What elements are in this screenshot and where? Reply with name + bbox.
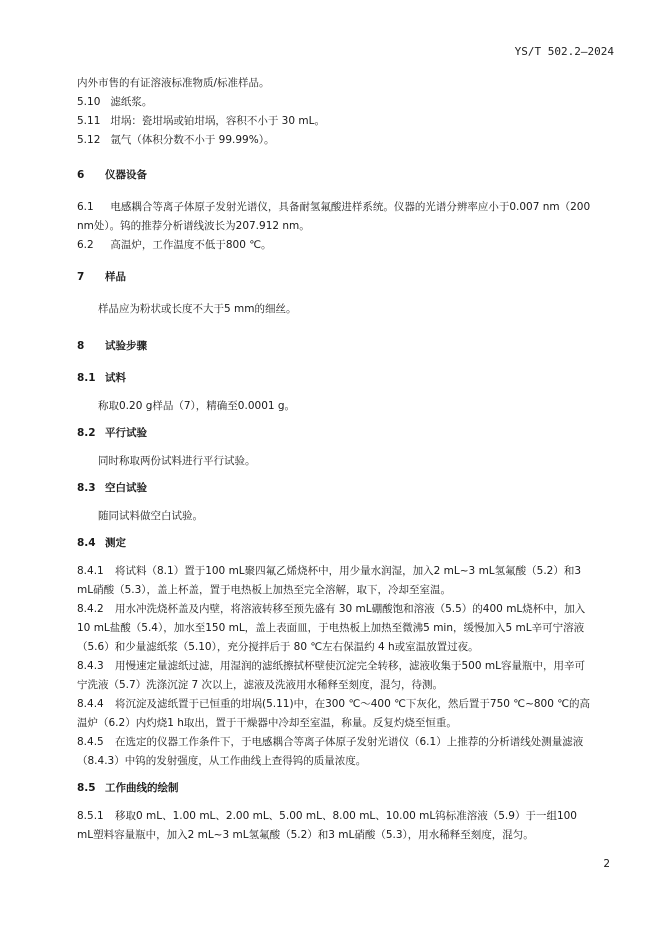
continued-text-line: 内外市售的有证溶液标准物质/标准样品。 (77, 77, 270, 89)
section-title: 样品 (105, 271, 126, 283)
clause-text: 氩气（体积分数不小于 99.99%）。 (110, 134, 275, 146)
clause-number: 8.5.1 (77, 810, 104, 822)
page-body (77, 74, 595, 845)
section-number: 6 (77, 169, 85, 181)
subsection-number: 8.2 (77, 427, 96, 439)
section-7-heading (77, 268, 595, 287)
subsection-title: 试料 (105, 372, 126, 384)
clause-8-4-2 (77, 600, 595, 657)
subsection-title: 平行试验 (105, 427, 147, 439)
subsection-8-3-heading (77, 479, 595, 498)
subsection-number: 8.4 (77, 537, 96, 549)
clause-text: 在选定的仪器工作条件下，于电感耦合等离子体原子发射光谱仪（6.1）上推荐的分析谱线处测量滤液（8.4.3）中钨的发射强度，从工作曲线上查得钨的质量浓度。 (77, 736, 584, 767)
clause-text: 电感耦合等离子体原子发射光谱仪，具备耐氢氟酸进样系统。仪器的光谱分辨率应小于0.007 nm（200 nm处）。钨的推荐分析谱线波长为207.912 nm。 (77, 201, 591, 232)
section-number: 7 (77, 271, 85, 283)
clause-8-4-3 (77, 657, 595, 695)
subsection-8-2-heading (77, 424, 595, 443)
reagent-5-11 (77, 112, 595, 131)
section-number: 8 (77, 340, 85, 352)
subsection-number: 8.1 (77, 372, 96, 384)
section-title: 试验步骤 (105, 340, 147, 352)
clause-text: 滤纸浆。 (110, 96, 153, 108)
clause-number: 8.4.1 (77, 565, 104, 577)
clause-number: 6.1 (77, 201, 94, 213)
clause-6-2 (77, 236, 595, 255)
clause-8-4-1 (77, 562, 595, 600)
clause-text: 移取0 mL、1.00 mL、2.00 mL、5.00 mL、8.00 mL、10.00 mL钨标准溶液（5.9）于一组100 mL塑料容量瓶中，加入2 mL~3 mL氢氟酸（5.2）和3 mL硝酸（5.3），用水稀释至刻度，混匀。 (77, 810, 577, 841)
subsection-8-3-text: 随同试料做空白试验。 (98, 510, 203, 522)
subsection-title: 工作曲线的绘制 (105, 782, 179, 794)
clause-number: 6.2 (77, 239, 94, 251)
subsection-8-5-heading (77, 779, 595, 798)
section-8-heading (77, 337, 595, 356)
reagent-5-10 (77, 93, 595, 112)
section-title: 仪器设备 (105, 169, 147, 181)
page-number: 2 (603, 858, 610, 870)
clause-number: 8.4.5 (77, 736, 104, 748)
subsection-8-1-text: 称取0.20 g样品（7），精确至0.0001 g。 (98, 400, 296, 412)
clause-number: 5.12 (77, 134, 101, 146)
clause-text: 用水冲洗烧杯盖及内壁，将溶液转移至预先盛有 30 mL硼酸饱和溶液（5.5）的400 mL烧杯中，加入10 mL盐酸（5.4），加水至150 mL，盖上表面皿，于电热板上加热至微沸5 min，缓慢加入5 mL辛可宁溶液（5.6）和少量滤纸浆（5.10），充分搅拌后于 80 ℃左右保温约 4 h或室温放置过夜。 (77, 603, 586, 653)
reagent-5-12 (77, 131, 595, 150)
clause-number: 8.4.3 (77, 660, 104, 672)
subsection-8-1-heading (77, 369, 595, 388)
subsection-title: 测定 (105, 537, 126, 549)
subsection-8-4-heading (77, 534, 595, 553)
clause-text: 将试料（8.1）置于100 mL聚四氟乙烯烧杯中，用少量水润湿，加入2 mL~3 mL氢氟酸（5.2）和3 mL硝酸（5.3），盖上杯盖，置于电热板上加热至完全溶解，取下，冷却至室温。 (77, 565, 582, 596)
clause-text: 高温炉，工作温度不低于800 ℃。 (110, 239, 272, 251)
subsection-8-2-text: 同时称取两份试料进行平行试验。 (98, 455, 256, 467)
subsection-number: 8.3 (77, 482, 96, 494)
clause-number: 8.4.4 (77, 698, 104, 710)
section-6-heading (77, 166, 595, 185)
clause-8-4-5 (77, 733, 595, 771)
clause-text: 将沉淀及滤纸置于已恒重的坩埚(5.11)中，在300 ℃～400 ℃下灰化，然后置于750 ℃~800 ℃的高温炉（6.2）内灼烧1 h取出，置于干燥器中冷却至室温，称量。反复灼烧至恒重。 (77, 698, 591, 729)
clause-number: 8.4.2 (77, 603, 104, 615)
clause-8-5-1 (77, 807, 595, 845)
document-id-header: YS/T 502.2—2024 (514, 45, 614, 58)
subsection-number: 8.5 (77, 782, 96, 794)
subsection-title: 空白试验 (105, 482, 147, 494)
clause-number: 5.11 (77, 115, 101, 127)
clause-number: 5.10 (77, 96, 101, 108)
section-7-text: 样品应为粉状或长度不大于5 mm的细丝。 (98, 303, 297, 315)
clause-6-1 (77, 198, 595, 236)
clause-text: 用慢速定量滤纸过滤，用湿润的滤纸擦拭杯壁使沉淀完全转移，滤液收集于500 mL容量瓶中，用辛可宁洗液（5.7）洗涤沉淀 7 次以上，滤液及洗液用水稀释至刻度，混匀，待测。 (77, 660, 585, 691)
clause-text: 坩埚：瓷坩埚或铂坩埚，容积不小于 30 mL。 (110, 115, 325, 127)
clause-8-4-4 (77, 695, 595, 733)
